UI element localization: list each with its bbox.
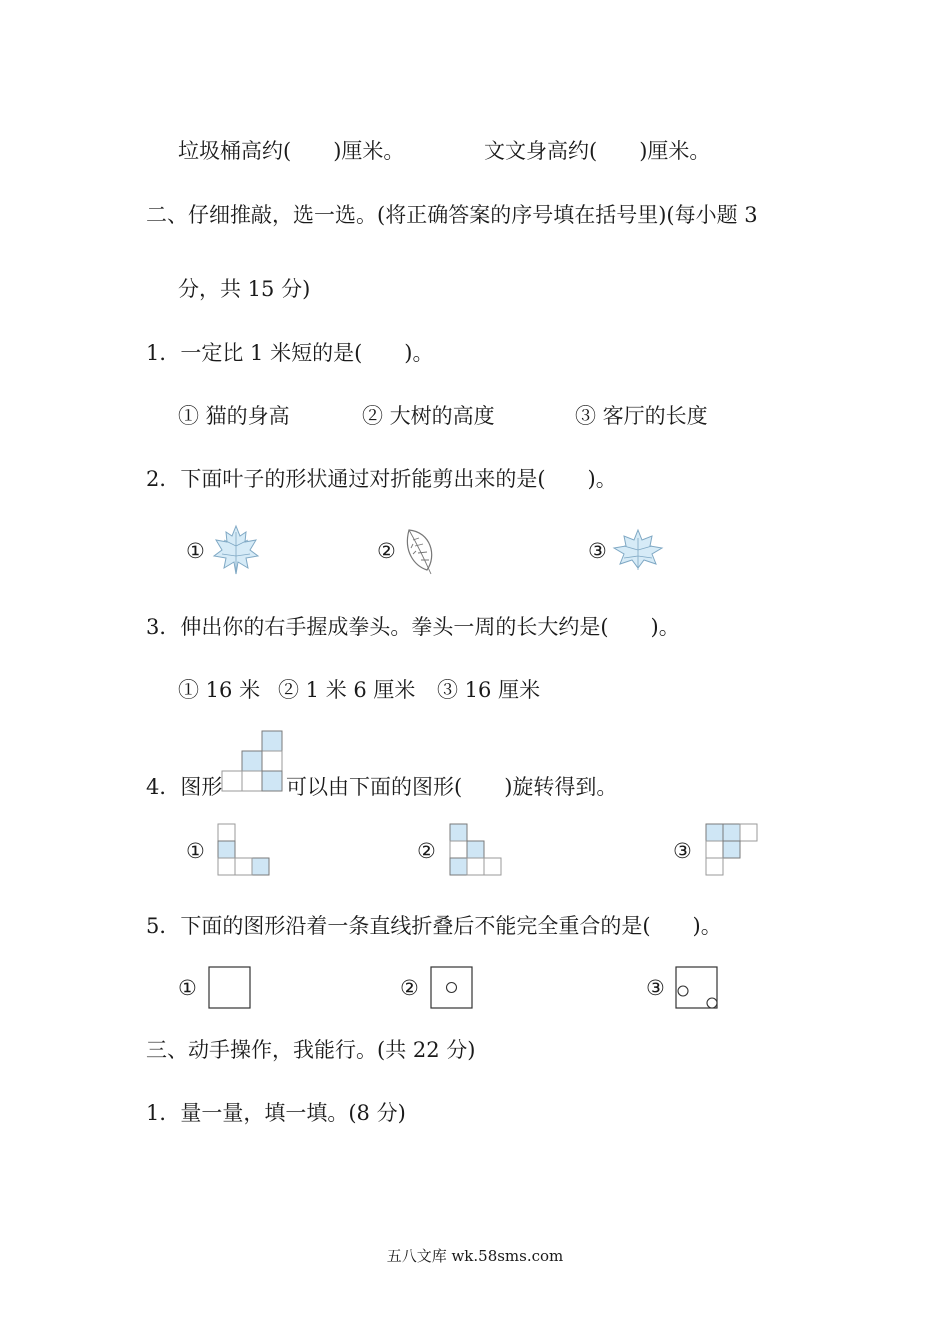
q4-label-3: ③: [673, 839, 692, 863]
q4-option-3-grid: [705, 823, 761, 877]
q4-option-2-grid: [449, 823, 505, 877]
section3-q1: 1．量一量，填一填。(8 分): [146, 1101, 406, 1125]
square-corner-circles-figure: [675, 966, 721, 1012]
q4-option-1-grid: [217, 823, 273, 877]
q4-stem-after: 可以由下面的图形( )旋转得到。: [286, 775, 618, 799]
q2-stem: 2．下面叶子的形状通过对折能剪出来的是( )。: [146, 467, 617, 491]
q3-option-2: ② 1 米 6 厘米: [278, 678, 416, 702]
square-center-circle-figure: [430, 966, 474, 1010]
q1-option-2: ② 大树的高度: [362, 404, 495, 428]
plain-square-figure: [208, 966, 252, 1010]
q1-option-3: ③ 客厅的长度: [575, 404, 708, 428]
oval-leaf-icon: [401, 526, 437, 576]
section3-title: 三、动手操作，我能行。(共 22 分): [146, 1038, 476, 1062]
q4-label-1: ①: [186, 839, 205, 863]
section2-title-cont: 分，共 15 分): [178, 277, 311, 301]
trash-can-height-blank: 垃圾桶高约( )厘米。: [178, 139, 405, 163]
q5-label-3: ③: [646, 976, 665, 1000]
q5-label-2: ②: [400, 976, 419, 1000]
q1-stem: 1．一定比 1 米短的是( )。: [146, 341, 434, 365]
q4-stem-before: 4．图形: [146, 775, 223, 799]
q2-label-3: ③: [588, 539, 607, 563]
q5-stem: 5．下面的图形沿着一条直线折叠后不能完全重合的是( )。: [146, 914, 722, 938]
q3-stem: 3．伸出你的右手握成拳头。拳头一周的长大约是( )。: [146, 615, 680, 639]
q3-option-3: ③ 16 厘米: [437, 678, 541, 702]
wenwen-height-blank: 文文身高约( )厘米。: [484, 139, 711, 163]
q2-label-1: ①: [186, 539, 205, 563]
star-leaf-icon: [612, 528, 664, 572]
q4-label-2: ②: [417, 839, 436, 863]
q3-option-1: ① 16 米: [178, 678, 261, 702]
footer-watermark: 五八文库 wk.58sms.com: [386, 1247, 564, 1265]
q5-label-1: ①: [178, 976, 197, 1000]
q1-option-1: ① 猫的身高: [178, 404, 290, 428]
target-grid-figure: [221, 730, 285, 792]
q2-label-2: ②: [377, 539, 396, 563]
section2-title: 二、仔细推敲，选一选。(将正确答案的序号填在括号里)(每小题 3: [146, 203, 758, 227]
maple-leaf-icon: [212, 524, 260, 576]
